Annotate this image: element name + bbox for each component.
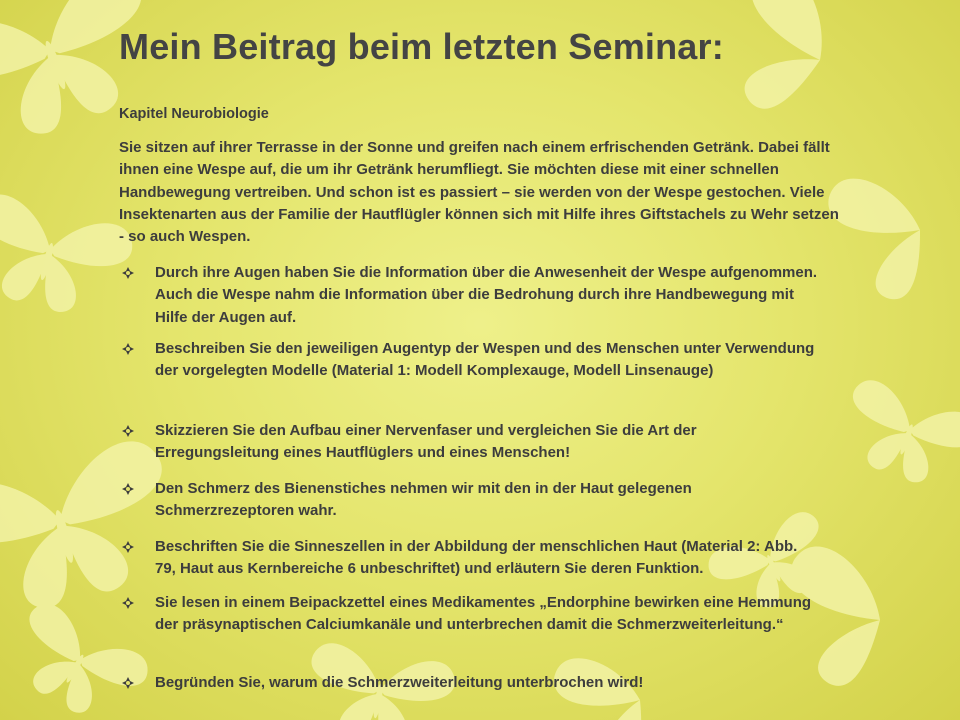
- bullet-text: Beschriften Sie die Sinneszellen in der Abbildung der menschlichen Haut (Material 2: Abb. 79, Haut aus Kernbereiche 6 unbeschriftet) und erläutern Sie deren Funktion.: [155, 538, 798, 578]
- butterfly-icon: [832, 375, 960, 498]
- bullet-text: Sie lesen in einem Beipackzettel eines Medikamentes „Endorphine bewirken eine Hemmung der präsynaptischen Calciumkanäle und unterbrechen damit die Schmerzweiterleitung.“: [155, 594, 812, 634]
- flower-bullet-icon: [121, 676, 135, 690]
- bullet-text: Durch ihre Augen haben Sie die Information über die Anwesenheit der Wespe aufgenommen. Auch die Wespe nahm die Information über die Bedrohung durch ihre Handbewegung mit Hilfe der Augen auf.: [155, 264, 818, 326]
- bullet-text: Den Schmerz des Bienenstiches nehmen wir mit den in der Haut gelegenen Schmerzrezeptoren wahr.: [155, 480, 692, 520]
- bullet-item: [119, 262, 819, 329]
- bullet-item: [119, 536, 819, 581]
- flower-bullet-icon: [121, 482, 135, 496]
- bullet-item: [119, 672, 819, 694]
- flower-bullet-icon: [121, 596, 135, 610]
- bullet-item: [119, 478, 819, 523]
- bullet-item: [119, 338, 819, 383]
- flower-bullet-icon: [121, 266, 135, 280]
- butterfly-icon: [0, 189, 137, 326]
- butterfly-icon: [825, 168, 932, 308]
- butterfly-icon: [0, 0, 176, 158]
- bullet-item: [119, 592, 819, 637]
- flower-bullet-icon: [121, 424, 135, 438]
- flower-bullet-icon: [121, 342, 135, 356]
- intro-paragraph: Sie sitzen auf ihrer Terrasse in der Sonne und greifen nach einem erfrischenden Getränk. Dabei fällt ihnen eine Wespe auf, die um ihr Getränk herumfliegt. Sie möchten diese mit einer schnellen Handbewegung vertreiben. Und schon ist es passiert – sie werden von der Wespe gestochen. Viele Insektenarten aus der Familie der Hautflügler können sich mit Hilfe ihres Giftstachels zu Wehr setzen - so auch Wespen.: [119, 139, 839, 246]
- slide-title: Mein Beitrag beim letzten Seminar:: [119, 26, 724, 67]
- bullet-text: Beschreiben Sie den jeweiligen Augentyp der Wespen und des Menschen unter Verwendung der vorgelegten Modelle (Material 1: Modell Komplexauge, Modell Linsenauge): [155, 340, 815, 380]
- bullet-item: [119, 420, 819, 465]
- bullet-text: Skizzieren Sie den Aufbau einer Nervenfaser und vergleichen Sie die Art der Erregungsleitung eines Hautflüglers und eines Menschen!: [155, 422, 697, 462]
- flower-bullet-icon: [121, 540, 135, 554]
- bullet-text: Begründen Sie, warum die Schmerzweiterleitung unterbrochen wird!: [155, 674, 644, 691]
- butterfly-icon: [706, 0, 848, 123]
- chapter-label: Kapitel Neurobiologie: [119, 106, 269, 122]
